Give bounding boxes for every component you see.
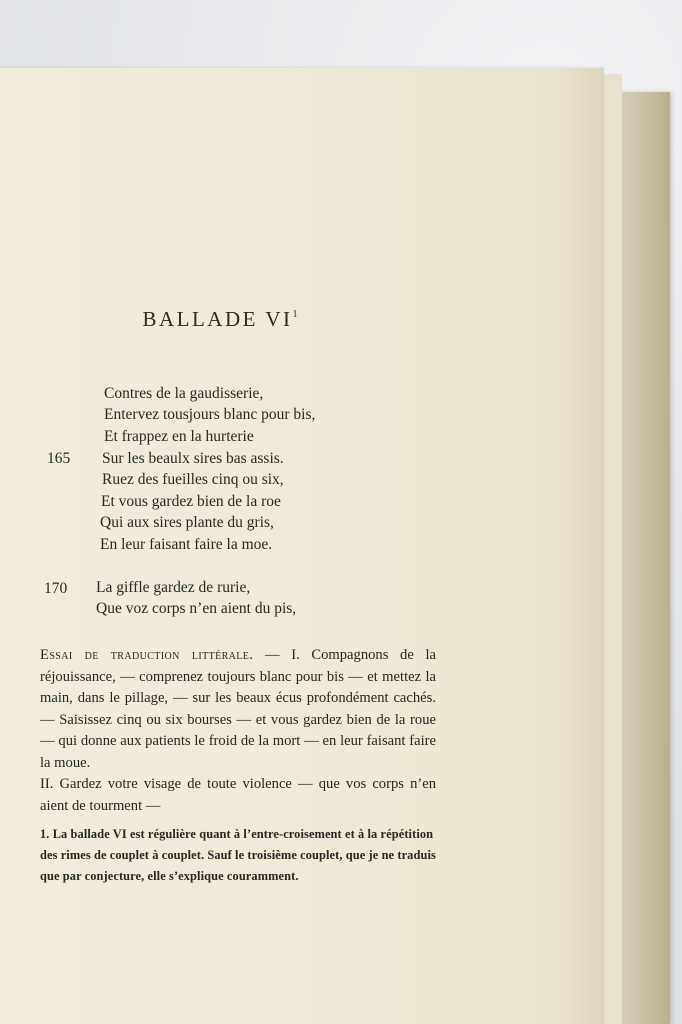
essay-paragraph-2: II. Gardez votre visage de toute violence — que vos corps n’en aient de tourment — [40,776,436,814]
line-number-165: 165 [47,450,71,467]
verse-line: Entervez tousjours blanc pour bis, [104,406,316,423]
ballade-title [0,307,440,332]
footnote: 1. La ballade VI est régulière quant à l’entre-croisement et à la répétition des rimes de couplet à couplet. Sauf le troisième couplet, que je ne traduis que par conjecture, elle s’explique couramment. [40,827,436,883]
verse-line: Et frappez en la hurterie [104,428,254,445]
verse-line: Et vous gardez bien de la roe [101,493,281,510]
verse-line: Qui aux sires plante du gris, [100,514,274,531]
verse-line: Sur les beaulx sires bas assis. [102,450,284,467]
footnote-marker: 1 [292,309,298,320]
essay-paragraph-1 [40,645,436,774]
verse-line: Ruez des fueilles cinq ou six, [102,471,284,488]
translation-essay [40,645,436,817]
verse-line: En leur faisant faire la moe. [100,536,273,553]
verse-line: Contres de la gaudisserie, [104,385,264,402]
verse-line: Que voz corps n’en aient du pis, [96,600,297,617]
essay-paragraph-1-text: — I. Compagnons de la réjouissance, — comprenez toujours blanc pour bis — et mettez la main, dans le pillage, — sur les beaux écus profondément cachés. — Saisissez cinq ou six bourses — et vous gardez bien de la roue — qui donne aux patients le froid de la mort — en leur faisant faire la moue. [40,647,436,771]
ballade-title-text: BALLADE VI [142,307,293,331]
line-number-170: 170 [44,580,68,597]
essay-heading: Essai de traduction littérale. [40,647,254,663]
verse-line: La giffle gardez de rurie, [96,579,251,596]
